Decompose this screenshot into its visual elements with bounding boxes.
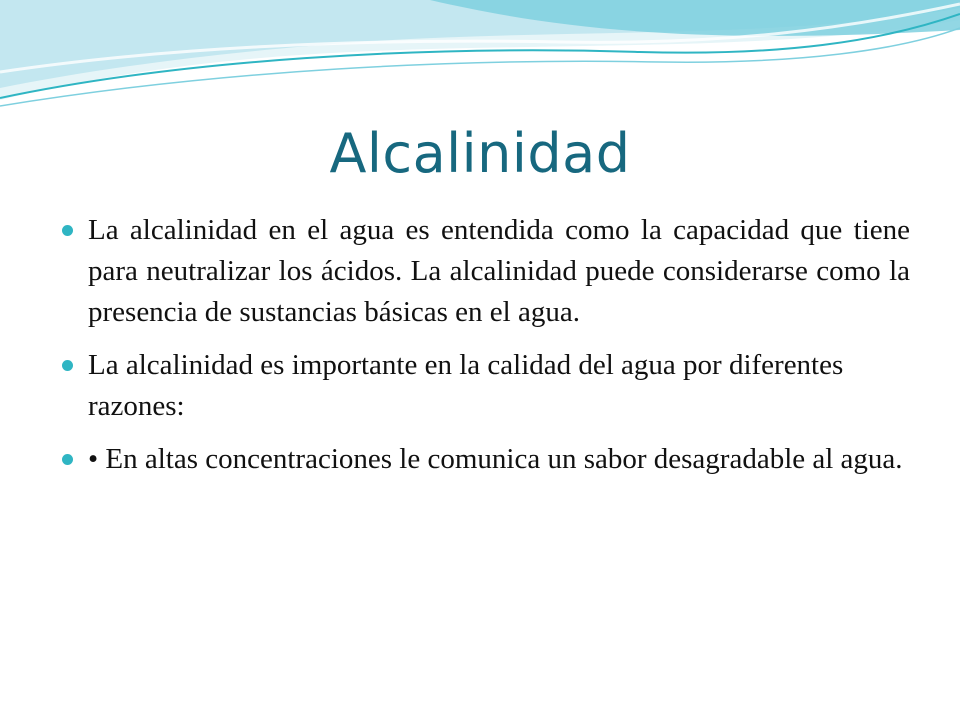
bullet-text: • En altas concentraciones le comunica un sabor desagradable al agua. bbox=[88, 443, 903, 475]
bullet-text: La alcalinidad en el agua es entendida como la capacidad que tiene para neutralizar los ácidos. La alcalinidad puede considerarse como la presencia de sustancias básicas en el agua. bbox=[88, 214, 910, 328]
wave-decoration bbox=[0, 0, 960, 120]
bullet-item bbox=[60, 439, 910, 480]
bullet-dot-icon bbox=[62, 225, 73, 236]
bullet-item bbox=[60, 210, 910, 333]
slide-title: Alcalinidad bbox=[329, 122, 631, 185]
bullet-list bbox=[60, 210, 910, 492]
bullet-dot-icon bbox=[62, 454, 73, 465]
bullet-text: La alcalinidad es importante en la calidad del agua por diferentes razones: bbox=[88, 349, 844, 422]
bullet-dot-icon bbox=[62, 360, 73, 371]
bullet-item bbox=[60, 345, 910, 427]
